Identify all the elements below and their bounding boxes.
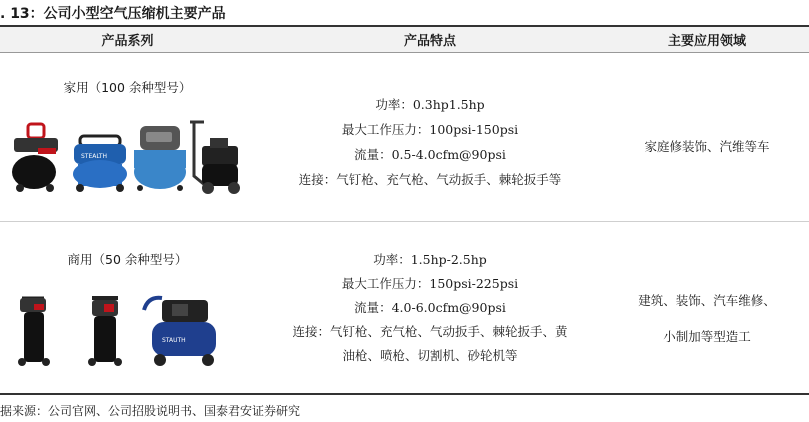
row-divider [0,221,809,222]
compressor-image [12,124,58,192]
feature-line: 油枪、喷枪、切割机、砂轮机等 [342,348,518,363]
row-household-series: 家用（100 余种型号） [63,80,192,95]
compressor-image [190,122,240,194]
brand-label: STAUTH [162,337,186,344]
header-application-fields: 主要应用领域 [667,34,746,49]
feature-line: 连接：气钉枪、充气枪、气动扳手、棘轮扳手、黄 [292,324,568,339]
feature-line: 功率：1.5hp-2.5hp [373,252,487,267]
use-line: 家庭修装饰、汽维等车 [644,139,770,154]
table-bottom-rule [0,393,809,395]
compressor-image [144,298,216,366]
row-household-features [255,92,605,192]
compressor-image [73,136,127,192]
row-household-use [605,137,809,155]
row-commercial-series: 商用（50 余种型号） [67,252,188,267]
compressor-image [18,298,50,366]
page-title: . 13：公司小型空气压缩机主要产品 [0,6,226,22]
header-rule [0,52,809,53]
header-product-features: 产品特点 [403,34,456,49]
row-commercial-use [605,283,809,355]
header-product-series: 产品系列 [101,34,154,49]
use-line: 小制加等型造工 [663,329,751,344]
household-compressor-images [8,116,250,196]
row-commercial-features [255,248,605,368]
source-note: 据来源：公司官网、公司招股说明书、国泰君安证券研究 [0,404,301,418]
compressor-image [88,296,122,366]
feature-line: 最大工作压力：150psi-225psi [341,276,519,291]
feature-line: 流量：0.5-4.0cfm@90psi [354,147,506,162]
feature-line: 连接：气钉枪、充气枪、气动扳手、棘轮扳手等 [298,172,562,187]
brand-label: STEALTH [81,153,108,160]
feature-line: 功率：0.3hp1.5hp [375,97,485,112]
compressor-image [134,126,186,191]
feature-line: 最大工作压力：100psi-150psi [341,122,519,137]
feature-line: 流量：4.0-6.0cfm@90psi [354,300,506,315]
use-line: 建筑、装饰、汽车维修、 [638,293,776,308]
commercial-compressor-images [12,290,234,368]
